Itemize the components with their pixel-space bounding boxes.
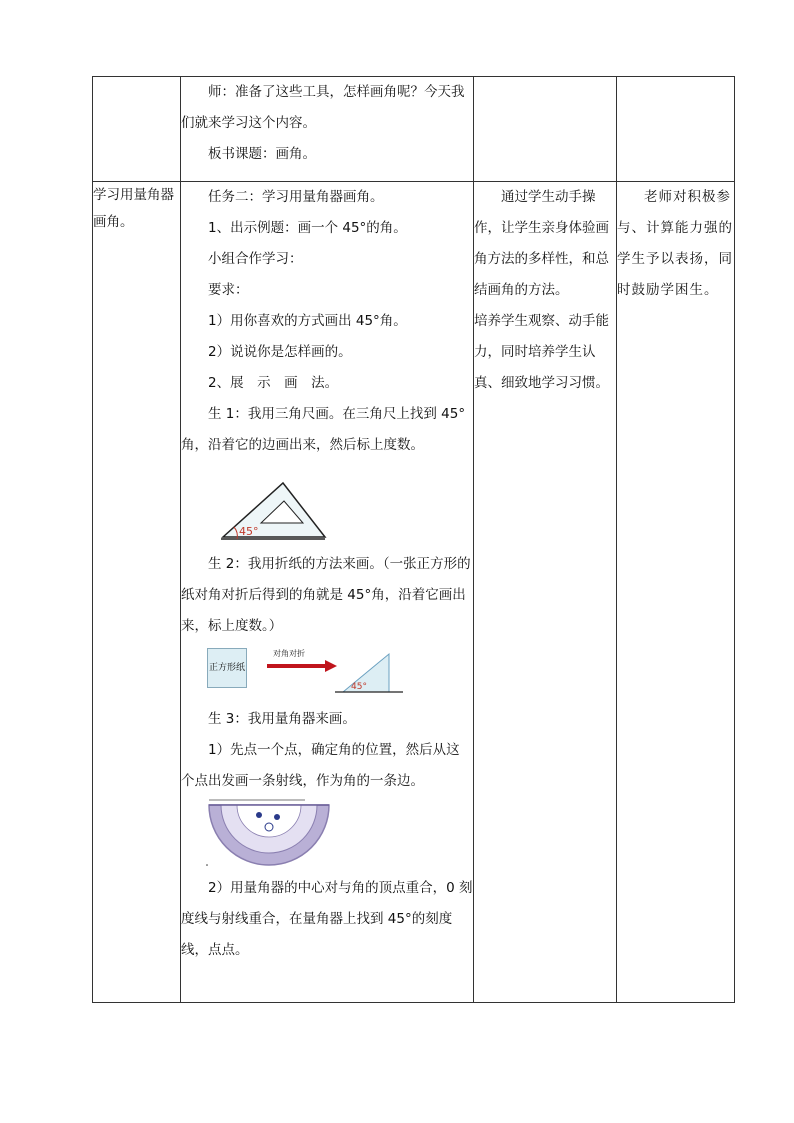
cell-empty [93, 77, 181, 182]
show-text: 2、展 示 画 法。 [208, 375, 339, 391]
cell-teacher-intro [181, 77, 474, 182]
step2-text: 2）用量角器的中心对与角的顶点重合，0 刻度线与射线重合，在量角器上找到 45°的刻度线，点点。 [181, 880, 473, 958]
cell-empty [617, 77, 735, 182]
task-text: 任务二：学习用量角器画角。 [208, 189, 384, 205]
fold-arrow-and-angle [265, 642, 465, 702]
student3-text: 生 3：我用量角器来画。 [208, 711, 356, 727]
group-text: 小组合作学习： [208, 251, 303, 267]
cell-process [181, 182, 474, 1003]
cell-evaluation [617, 182, 735, 1003]
evaluation-text: 老师对积极参与、计算能力强的学生予以表扬，同时鼓励学困生。 [617, 189, 733, 298]
angle-label: 45° [239, 525, 259, 538]
stage-label: 学习用量角器画角。 [93, 187, 174, 230]
paper-label: 正方形纸 [208, 663, 245, 673]
square-paper [207, 648, 247, 688]
student1-text: 生 1：我用三角尺画。在三角尺上找到 45°角，沿着它的边画出来，然后标上度数。 [181, 406, 466, 453]
triangle-ruler-figure [181, 461, 461, 549]
intent-text-2: 培养学生观察、动手能力，同时培养学生认真、细致地学习习惯。 [474, 313, 609, 391]
step1-text: 1）先点一个点，确定角的位置，然后从这个点出发画一条射线，作为角的一条边。 [181, 742, 460, 789]
cell-stage [93, 182, 181, 1003]
table-row [93, 182, 735, 1003]
fold-arrow-label: 对角对折 [273, 649, 305, 658]
req1-text: 1）用你喜欢的方式画出 45°角。 [208, 313, 407, 329]
protractor-figure [181, 797, 461, 873]
intent-text-1: 通过学生动手操作，让学生亲身体验画角方法的多样性，和总结画角的方法。 [474, 189, 609, 298]
folding-figure [181, 642, 473, 704]
table-row [93, 77, 735, 182]
cell-design-intent [474, 182, 617, 1003]
intro-text: 师：准备了这些工具，怎样画角呢？今天我们就来学习这个内容。 [181, 84, 465, 131]
req2-text: 2）说说你是怎样画的。 [208, 344, 352, 360]
example-text: 1、出示例题：画一个 45°的角。 [208, 220, 407, 236]
board-title: 板书课题：画角。 [208, 146, 316, 162]
fold-angle-label: 45° [351, 682, 367, 692]
student2-text: 生 2：我用折纸的方法来画。（一张正方形的纸对角对折后得到的角就是 45°角，沿着它画出来，标上度数。） [181, 556, 471, 634]
cell-empty [474, 77, 617, 182]
require-text: 要求： [208, 282, 249, 298]
lesson-table [92, 76, 735, 1003]
